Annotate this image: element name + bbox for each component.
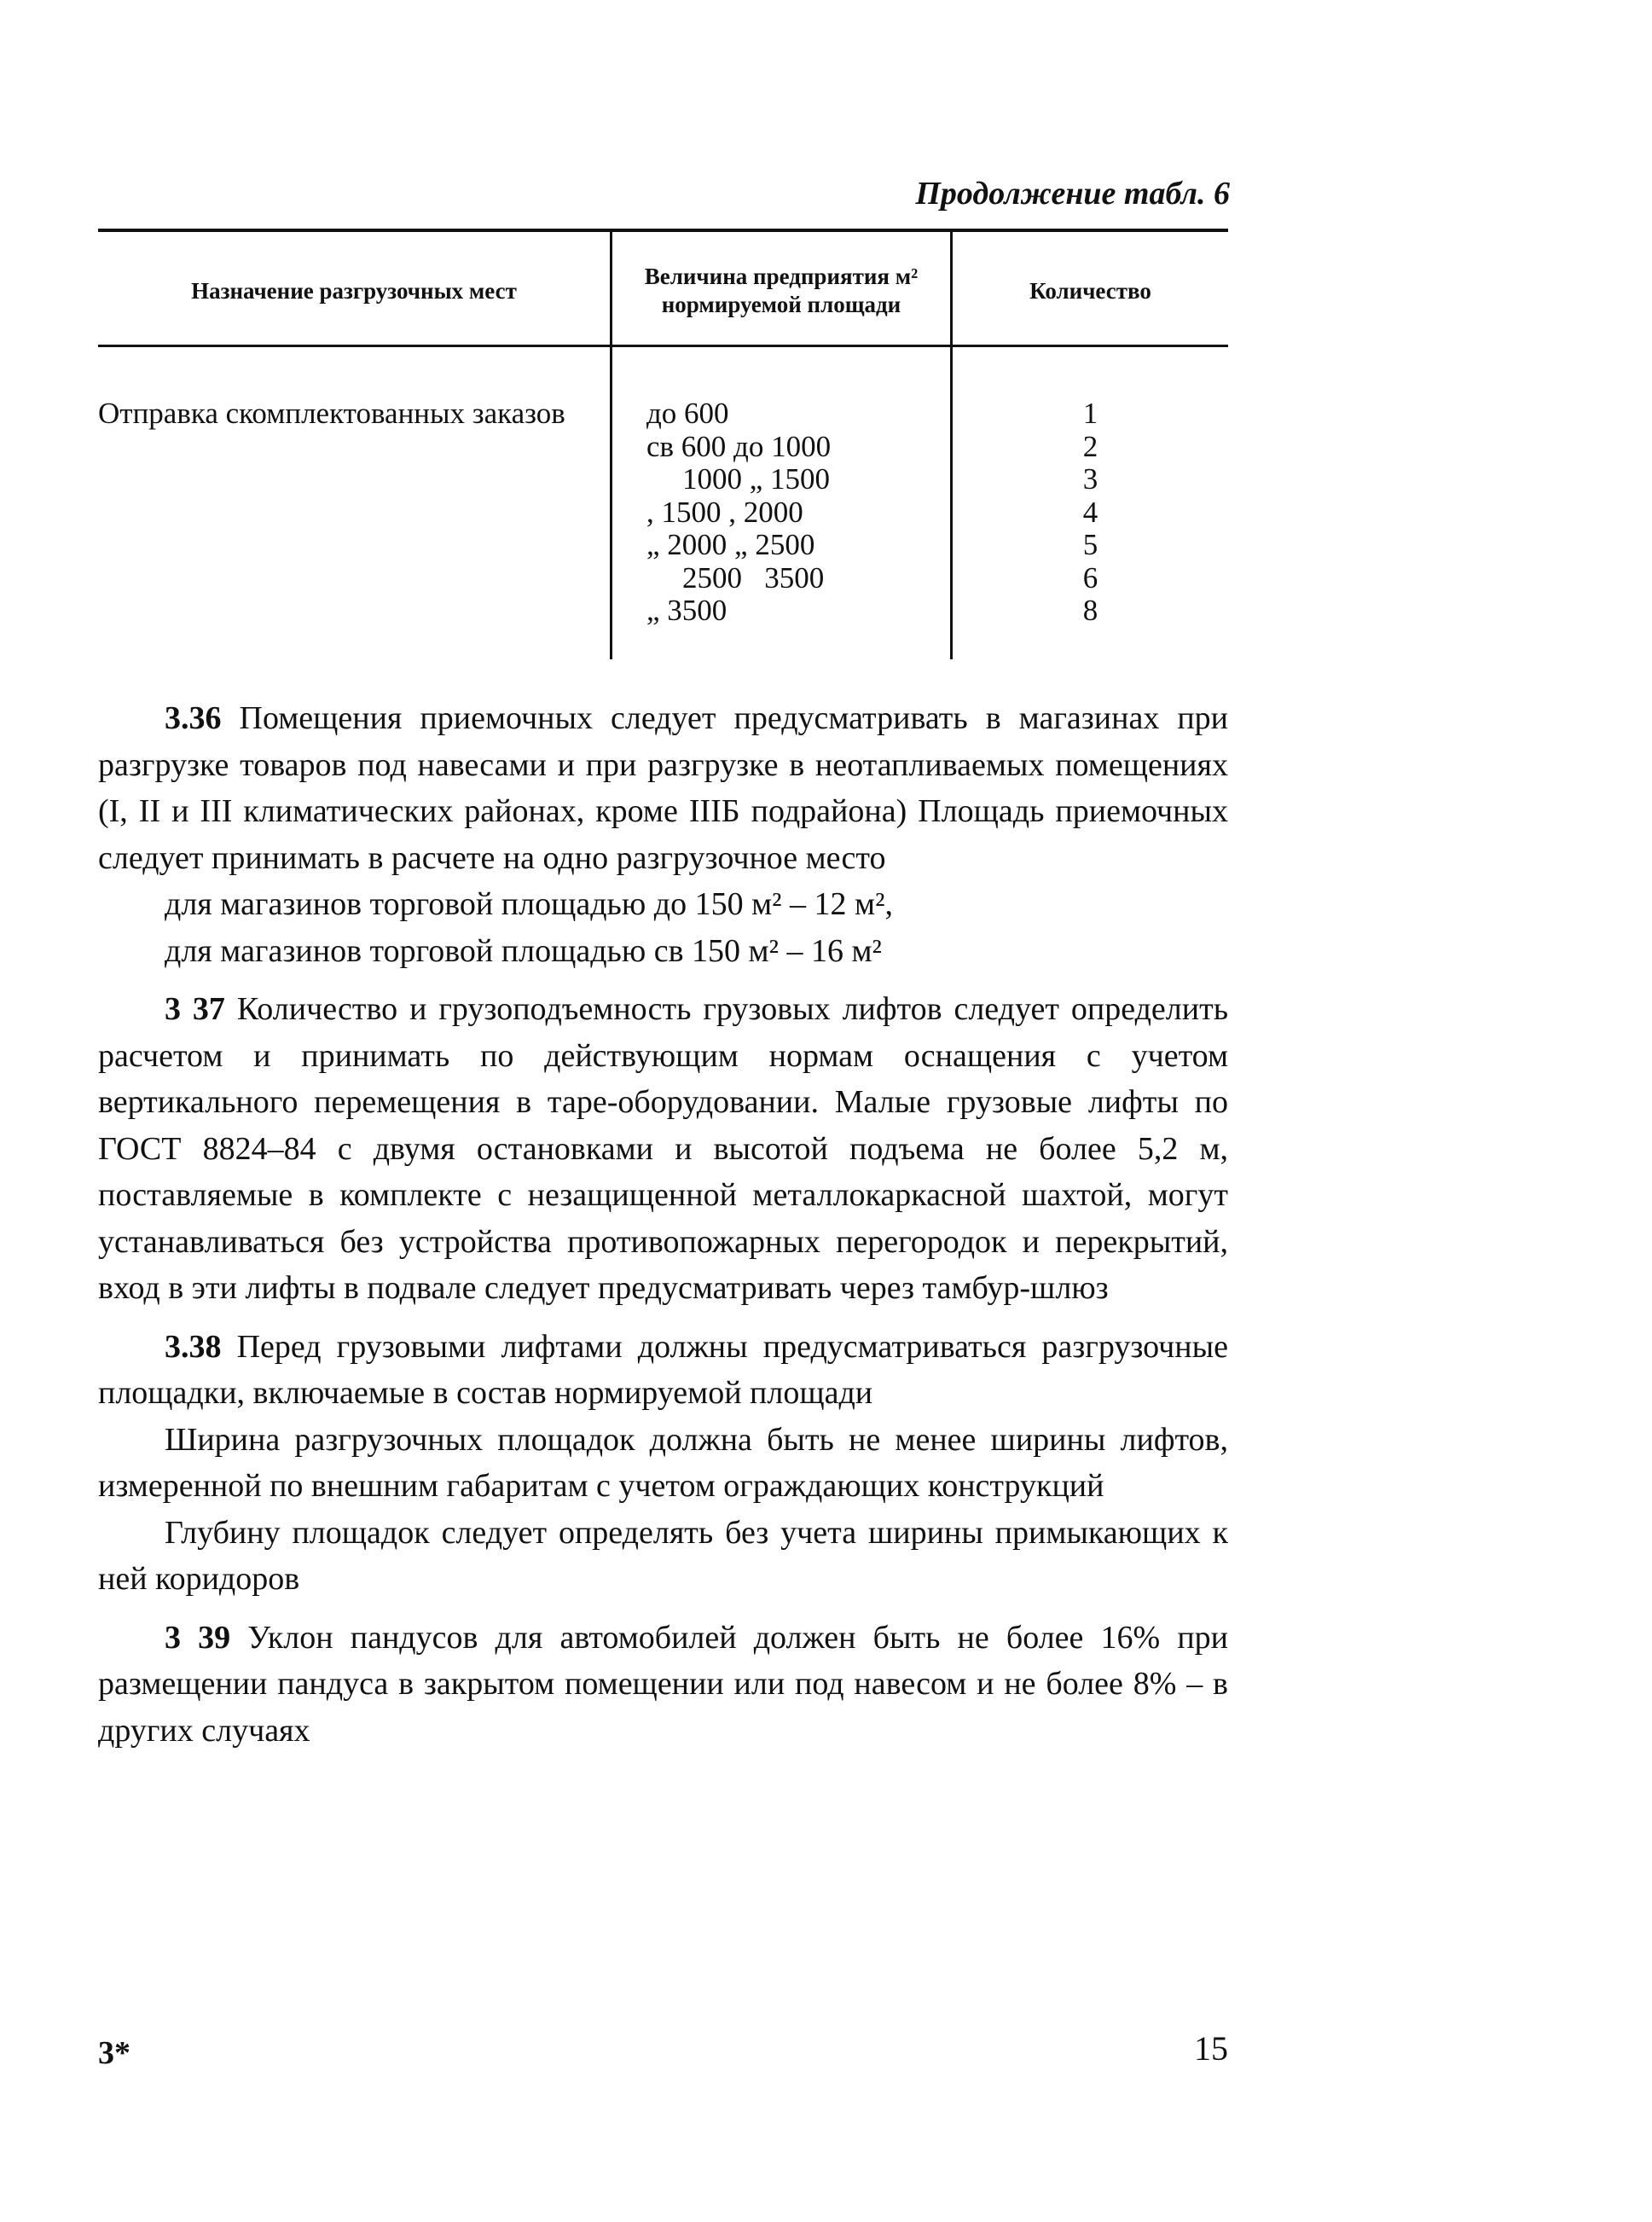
table-header-rule [98, 345, 1228, 347]
body-text [98, 695, 1228, 1766]
table-caption: Продолжение табл. 6 [915, 176, 1230, 212]
count-value: 6 [1082, 560, 1098, 595]
size-value: , 1500 , 2000 [646, 495, 803, 529]
size-value: 2500 3500 [682, 560, 825, 595]
size-value: „ 3500 [646, 594, 727, 627]
table-6 [98, 229, 1228, 659]
clause-3-39 [98, 1615, 1228, 1755]
count-value: 1 [1082, 397, 1098, 430]
clause-3-38-para-2: Ширина разгрузочных площадок должна быть не менее ширины лифтов, измеренной по внешним габаритам с учетом ограждающих конструкций [98, 1421, 1228, 1504]
clause-number: 3 37 [165, 991, 225, 1027]
signature-mark: 3* [98, 2035, 130, 2071]
size-value: до 600 [646, 397, 729, 430]
clause-number: 3.38 [165, 1328, 222, 1365]
header-size: Величина предприятия м² нормируемой площади [644, 264, 919, 317]
size-value: св 600 до 1000 [646, 429, 832, 463]
cell-destination: Отправка скомплектованных заказов [98, 397, 565, 430]
table-top-rule [98, 229, 1228, 232]
size-value: „ 2000 „ 2500 [646, 528, 815, 561]
clause-number: 3 39 [165, 1619, 231, 1656]
clause-3-36-line-2: для магазинов торговой площадью св 150 м² – 16 м² [165, 932, 882, 969]
count-value: 5 [1082, 528, 1098, 561]
clause-3-36-line-1: для магазинов торговой площадью до 150 м² – 12 м², [165, 886, 893, 922]
size-column [646, 397, 945, 628]
clause-3-38 [98, 1324, 1228, 1417]
clause-3-36 [98, 695, 1228, 881]
count-value: 3 [1082, 462, 1098, 496]
header-quantity: Количество [1029, 277, 1151, 304]
clause-text: Перед грузовыми лифтами должны предусматриваться разгрузочные площадки, включаемые в состав нормируемой площади [98, 1328, 1229, 1411]
clause-text: Уклон пандусов для автомобилей должен быть не более 16% при размещении пандуса в закрытом помещении или под навесом и не более 8% – в других случаях [98, 1619, 1229, 1749]
page-number: 15 [1194, 2029, 1228, 2068]
clause-number: 3.36 [165, 700, 222, 736]
header-purpose: Назначение разгрузочных мест [191, 277, 517, 304]
clause-3-38-para-3: Глубину площадок следует определять без учета ширины примыкающих к ней коридоров [98, 1514, 1228, 1597]
clause-text: Количество и грузоподъемность грузовых лифтов следует определить расчетом и принимать по действующим нормам оснащения с учетом вертикального перемещения в таре-оборудовании. Малые грузовые лифты по ГОСТ 8824–84 с двумя остановками и высотой подъема не более 5,2 м, поставляемые в комплекте с незащищенной металлокаркасной шахтой, могут устанавливаться без устройства противопожарных перегородок и перекрытий, вход в эти лифты в подвале следует предусматривать через тамбур-шлюз [98, 991, 1229, 1306]
count-value: 2 [1082, 429, 1098, 463]
clause-3-37 [98, 986, 1228, 1312]
count-value: 8 [1082, 594, 1098, 627]
count-column [953, 397, 1228, 628]
count-value: 4 [1082, 495, 1098, 529]
clause-text: Помещения приемочных следует предусматривать в магазинах при разгрузке товаров под навесами и при разгрузке в неотапливаемых помещениях (I, II и III климатических районах, кроме IIIБ подрайона) Площадь приемочных следует принимать в расчете на одно разгрузочное место [98, 700, 1228, 876]
size-value: 1000 „ 1500 [682, 462, 831, 496]
